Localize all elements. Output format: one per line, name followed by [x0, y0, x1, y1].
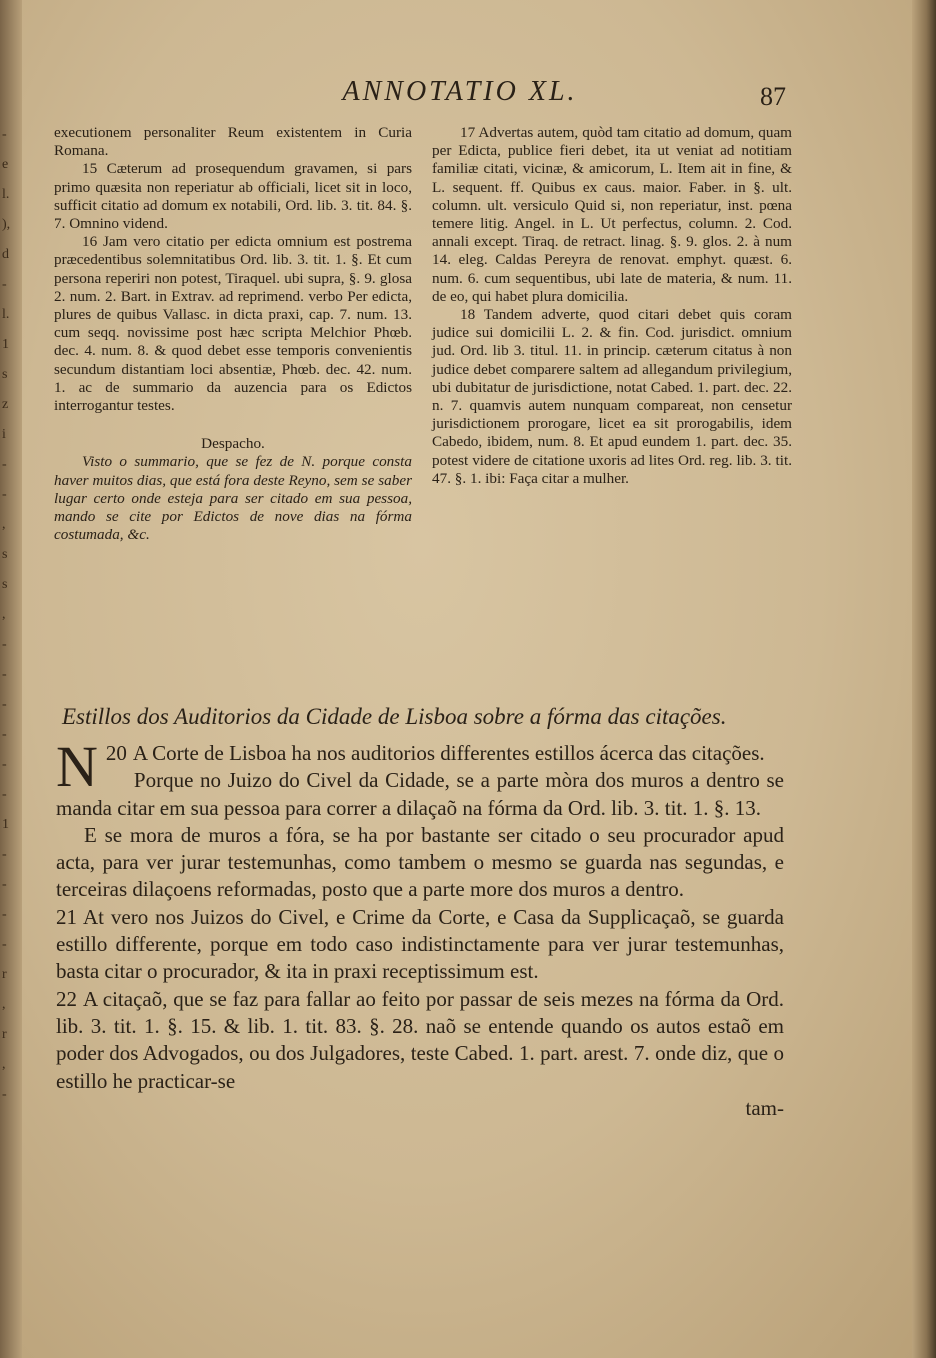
binding-gutter	[0, 0, 22, 1358]
gutter-mark: i	[2, 427, 6, 442]
paragraph-number: 22	[56, 986, 77, 1011]
left-paragraph-15: 15 Cæterum ad prosequendum gravamen, si pars primo quæsita non reperiatur ab officiali, licet sit in loco, sufficit citatio ad domum ex notabili, Ord. lib. 3. tit. 84. §. 7. Omnino vidend.	[54, 160, 412, 233]
section-title: Estillos dos Auditorios da Cidade de Lisboa sobre a fórma das citações.	[62, 704, 727, 729]
gutter-mark: -	[2, 847, 7, 862]
gutter-mark: ,	[2, 1057, 6, 1072]
paragraph-number: 21	[56, 904, 77, 929]
paragraph-20-text: A Corte de Lisboa ha nos auditorios differentes estillos ácerca das citações.	[132, 741, 765, 765]
gutter-mark: r	[2, 1027, 7, 1042]
main-text	[56, 734, 784, 1122]
right-paragraph-17: 17 Advertas autem, quòd tam citatio ad domum, quam per Edicta, publice fieri debet, ita ut veniat ad notitiam familiæ citati, vicinæ, & amicorum, L. Item ait in fine, & L. sequent. ff. Quibus ex caus. maior. Faber. in §. ult. column. ult. versiculo Quid si, non reperiatur, inst. pœna temere litig. Angel. in L. Ut perfectus, column. 2. Cod. annali except. Tiraq. de retract. linag. §. 9. glos. 2. à num 14. eleg. Caldas Pereyra de renovat. emphyt. quæst. 6. num. 6. cum sequentibus, ubi late de materia, & num. 11. de eo, qui habet plura domicilia.	[432, 124, 792, 305]
despacho-title: Despacho.	[201, 435, 265, 453]
gutter-mark: r	[2, 967, 7, 982]
left-paragraph-1: executionem personaliter Reum existentem in Curia Romana.	[54, 124, 412, 160]
paragraph-20c: E se mora de muros a fóra, se ha por bastante ser citado o seu procurador apud acta, para ver jurar testemunhas, como tambem o mesmo se guarda nas segundas, e terceiras dilaçoens reformadas, posto que a parte more dos muros a dentro.	[56, 822, 784, 902]
paragraph-22-text: A citaçaõ, que se faz para fallar ao feito por passar de seis mezes na fórma da Ord. lib. 3. tit. 1. §. 15. & lib. 1. tit. 83. §. 28. naõ se entende quando os autos estaõ em poder dos Advogados, ou dos Julgadores, teste Cabed. 1. part. arest. 7. onde diz, que o estillo he practicar-se	[56, 986, 784, 1093]
gutter-mark: 1	[2, 817, 9, 832]
gutter-mark: e	[2, 157, 9, 172]
gutter-mark: -	[2, 487, 7, 502]
paragraph-22	[56, 986, 784, 1095]
gutter-mark: 1	[2, 337, 9, 352]
gutter-marks	[2, 120, 20, 1110]
gutter-mark: z	[2, 397, 9, 412]
left-column	[54, 124, 412, 544]
right-paragraph-18: 18 Tandem adverte, quod citari debet quis coram judice sui domicilii L. 2. & fin. Cod. jurisdict. omnium jud. Ord. lib 3. titul. 11. in princip. cæterum citatus à non judice debet comparere saltem ad allegandum privilegium, ubi dubitatur de jurisdictione, notat Cabed. 1. part. dec. 22. n. 7. quamvis autem nunquam compareat, non censetur jurisdictionem prorogare, licet ea sit prorogabilis, idem Cabedo, ibidem, num. 8. Et apud eundem 1. part. dec. 35. potest videre de citatione uxoris ad lites Ord. reg. lib. 3. tit. 47. §. 1. ibi: Faça citar a mulher.	[432, 306, 792, 487]
page-edge	[912, 0, 936, 1358]
gutter-mark: ),	[2, 217, 11, 232]
paragraph-21-text: At vero nos Juizos do Civel, e Crime da Corte, e Casa da Supplicaçaõ, se guarda estillo differente, porque em todo caso indistinctamente para ver jurar testemunhas, basta citar o procurador, & ita in praxi receptissimum est.	[56, 904, 784, 984]
gutter-mark: s	[2, 367, 8, 382]
despacho-text: Visto o summario, que se fez de N. porque consta haver muitos dias, que está fora deste Reyno, sem se saber lugar certo onde esteja para ser citado em sua pessoa, mando se cite por Edictos de nove dias na fórma costumada, &c.	[54, 453, 412, 544]
paragraph-21	[56, 904, 784, 986]
right-column	[432, 124, 792, 488]
gutter-mark: -	[2, 697, 7, 712]
gutter-mark: -	[2, 1087, 7, 1102]
gutter-mark: l.	[2, 187, 10, 202]
gutter-mark: -	[2, 727, 7, 742]
left-paragraph-16: 16 Jam vero citatio per edicta omnium est postrema præcedentibus solemnitatibus Ord. lib. 3. tit. 1. §. Et cum persona reperiri non potest, Tiraquel. ubi supra, §. 9. glosa 2. num. 2. Bart. in Extrav. ad reprimend. verbo Per edicta, plures de quibus Vallasc. in dicta praxi, cap. 7. num. 13. cum seqq. novissime post hæc scripta Melchior Phœb. dec. 4. num. 8. & quod debet esse temporis convenientis secundum distantiam loci absentiæ, Phœb. dec. 42. num. 1. ac de summario da auzencia para os Edictos interrogantur testes.	[54, 233, 412, 415]
gutter-mark: -	[2, 787, 7, 802]
gutter-mark: ,	[2, 607, 6, 622]
gutter-mark: -	[2, 937, 7, 952]
gutter-mark: ,	[2, 517, 6, 532]
gutter-mark: -	[2, 457, 7, 472]
gutter-mark: -	[2, 637, 7, 652]
gutter-mark: -	[2, 667, 7, 682]
gutter-mark: -	[2, 877, 7, 892]
gutter-mark: s	[2, 577, 8, 592]
gutter-mark: l.	[2, 307, 10, 322]
gutter-mark: s	[2, 547, 8, 562]
paragraph-number: 20	[105, 741, 127, 765]
gutter-mark: -	[2, 907, 7, 922]
gutter-mark: -	[2, 757, 7, 772]
paragraph-20b: Porque no Juizo do Civel da Cidade, se a parte mòra dos muros a dentro se manda citar em sua pessoa para correr a dilaçaõ na fórma da Ord. lib. 3. tit. 1. §. 13.	[56, 768, 784, 820]
gutter-mark: ,	[2, 997, 6, 1012]
running-head: ANNOTATIO XL.	[342, 76, 578, 107]
page-number: 87	[760, 82, 786, 111]
catchword: tam-	[745, 1095, 784, 1120]
drop-cap: N	[56, 734, 98, 799]
gutter-mark: -	[2, 127, 7, 142]
gutter-mark: -	[2, 277, 7, 292]
gutter-mark: d	[2, 247, 9, 262]
